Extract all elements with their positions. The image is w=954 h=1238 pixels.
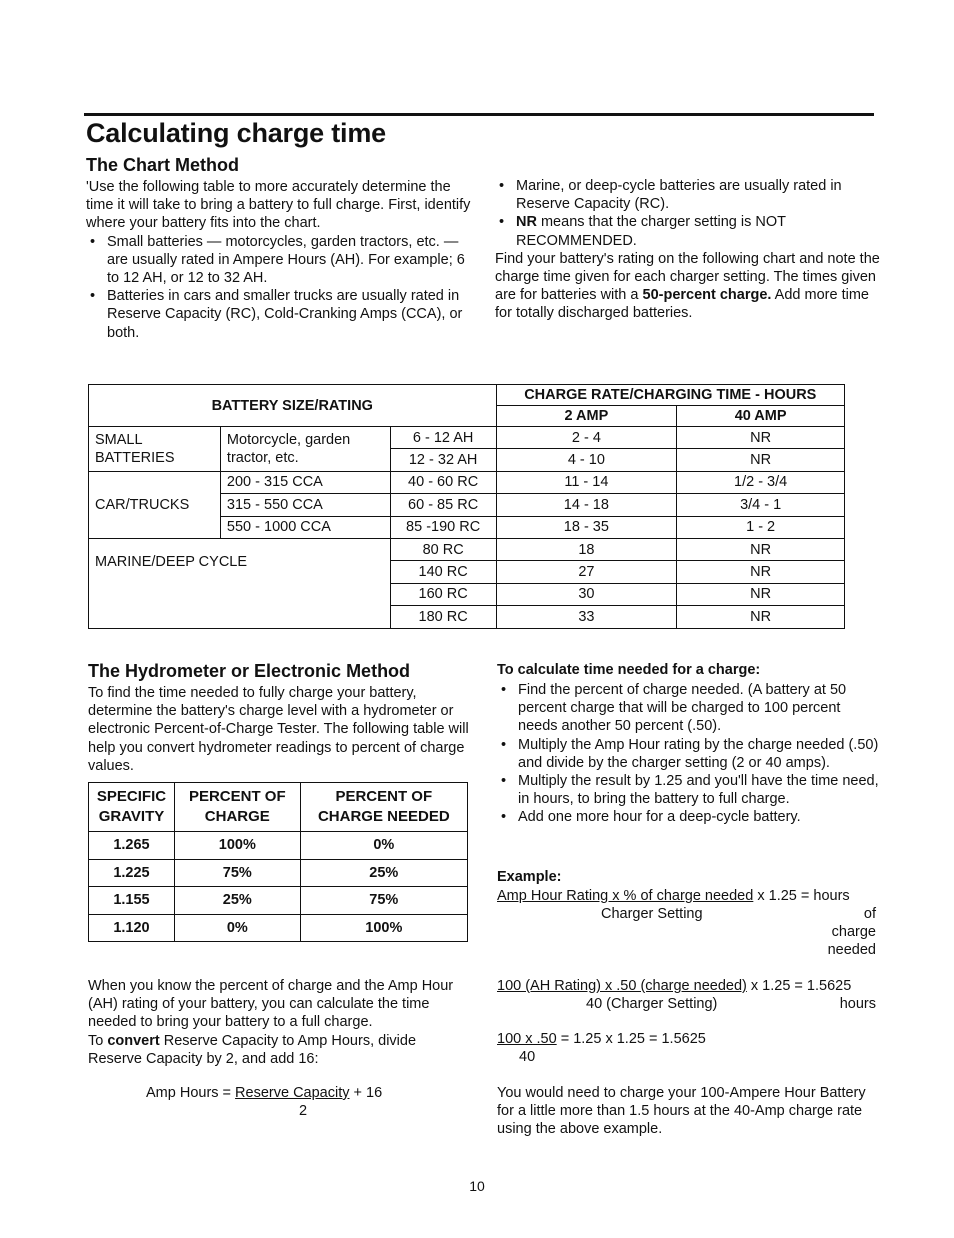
- rating-cell: 180 RC: [390, 606, 496, 628]
- car-trucks-label: CAR/TRUCKS: [89, 471, 221, 538]
- ex2-denominator: 40 (Charger Setting): [586, 996, 718, 1012]
- hydro-header-row: [89, 783, 468, 832]
- formula-numerator: Reserve Capacity: [235, 1085, 350, 1101]
- spec-cell: 550 - 1000 CCA: [220, 516, 390, 538]
- percent-of-charge-header: PERCENT OF CHARGE: [174, 783, 300, 832]
- amp40-cell: 1 - 2: [677, 516, 845, 538]
- example-formula-3: [497, 1030, 877, 1066]
- amp40-cell: NR: [677, 427, 845, 449]
- hydrometer-heading: The Hydrometer or Electronic Method: [88, 661, 411, 681]
- chart-method-heading: The Chart Method: [86, 155, 239, 175]
- convert-pre: To: [88, 1032, 108, 1049]
- calc-bullet: • Multiply the Amp Hour rating by the charge needed (.50) and divide by the charger setting (2 or 40 amps).: [497, 736, 883, 772]
- example-heading: Example:: [497, 869, 562, 885]
- convert-bold: convert: [107, 1032, 160, 1049]
- convert-rest: Reserve Capacity to Amp Hours, divide Reserve Capacity by 2, and add 16:: [88, 1032, 417, 1067]
- after-table-text: When you know the percent of charge and the Amp Hour (AH) rating of your battery, you can calculate the time needed to bring your battery to a full charge.: [88, 978, 454, 1031]
- rating-cell: 85 -190 RC: [390, 516, 496, 538]
- amp2-cell: 4 - 10: [496, 449, 677, 471]
- amp2-cell: 18: [496, 538, 677, 560]
- conversion-block: [88, 977, 473, 1068]
- rating-cell: 6 - 12 AH: [390, 427, 496, 449]
- ex2-rest: x 1.25 = 1.5625: [746, 978, 852, 994]
- ex3-rest: = 1.25 x 1.25 = 1.5625: [556, 1031, 706, 1047]
- conversion-formula: [146, 1084, 426, 1120]
- table-row: [89, 832, 468, 860]
- marine-deep-cycle-label: MARINE/DEEP CYCLE: [89, 538, 391, 628]
- ex2-line: [497, 977, 877, 995]
- conclusion-text: You would need to charge your 100-Ampere Hour Battery for a little more than 1.5 hours at the 40-Amp charge rate using the above example.: [497, 1085, 866, 1138]
- needed-cell: 75%: [300, 887, 467, 915]
- ex1-line: [497, 887, 877, 905]
- amp40-cell: NR: [677, 583, 845, 605]
- nr-bold: NR: [516, 214, 537, 231]
- amp40-cell: NR: [677, 538, 845, 560]
- amp2-cell: 14 - 18: [496, 494, 677, 516]
- table-row: [89, 859, 468, 887]
- ex2-right-text: hours: [839, 996, 876, 1012]
- ex3-denominator: 40: [519, 1049, 536, 1065]
- amp40-cell: NR: [677, 449, 845, 471]
- percent-cell: 75%: [174, 859, 300, 887]
- percent-cell: 100%: [174, 832, 300, 860]
- formula-lhs: Amp Hours =: [146, 1085, 236, 1101]
- chart-method-right-bullets: [495, 177, 887, 250]
- amp40-cell: NR: [677, 606, 845, 628]
- gravity-cell: 1.155: [89, 887, 175, 915]
- rating-cell: 160 RC: [390, 583, 496, 605]
- ex1-denominator: Charger Setting: [601, 906, 703, 922]
- rating-cell: 60 - 85 RC: [390, 494, 496, 516]
- table-row: [89, 471, 845, 493]
- percent-cell: 0%: [174, 914, 300, 942]
- amp2-cell: 11 - 14: [496, 471, 677, 493]
- bullet-nr-meaning: [495, 213, 887, 249]
- nr-rest: means that the charger setting is NOT RECOMMENDED.: [516, 214, 786, 249]
- amp2-cell: 18 - 35: [496, 516, 677, 538]
- gravity-cell: 1.265: [89, 832, 175, 860]
- page-title: Calculating charge time: [86, 118, 386, 148]
- convert-paragraph: [88, 1032, 473, 1068]
- spec-cell: 315 - 550 CCA: [220, 494, 390, 516]
- percent-needed-header: PERCENT OF CHARGE NEEDED: [300, 783, 467, 832]
- amp2-cell: 33: [496, 606, 677, 628]
- top-rule: [84, 113, 874, 116]
- rating-cell: 140 RC: [390, 561, 496, 583]
- spec-cell: 200 - 315 CCA: [220, 471, 390, 493]
- calc-heading: To calculate time needed for a charge:: [497, 662, 761, 678]
- formula-denominator: 2: [299, 1103, 308, 1119]
- bullet-marine-batteries: • Marine, or deep-cycle batteries are usually rated in Reserve Capacity (RC).: [495, 177, 887, 213]
- needed-cell: 0%: [300, 832, 467, 860]
- formula-plus: + 16: [349, 1085, 383, 1101]
- amp40-cell: 3/4 - 1: [677, 494, 845, 516]
- amp40-cell: 1/2 - 3/4: [677, 471, 845, 493]
- chart-method-intro: 'Use the following table to more accurately determine the time it will take to bring a battery to full charge. First, identify where your battery fits into the chart.: [86, 179, 471, 232]
- table-row: [89, 914, 468, 942]
- small-batteries-desc: Motorcycle, garden tractor, etc.: [220, 427, 390, 472]
- ex2-numerator: 100 (AH Rating) x .50 (charge needed): [497, 978, 747, 994]
- gravity-cell: 1.120: [89, 914, 175, 942]
- chart-method-right-column: [495, 177, 887, 323]
- rating-cell: 12 - 32 AH: [390, 449, 496, 471]
- table-row: [89, 887, 468, 915]
- find-rating-tail: Add more time for totally discharged batteries.: [495, 287, 869, 322]
- calc-bullet: • Add one more hour for a deep-cycle battery.: [497, 808, 883, 826]
- calc-bullet: • Find the percent of charge needed. (A battery at 50 percent charge that will be charged to 100 percent needs another 50 percent (.50).: [497, 681, 883, 736]
- needed-cell: 100%: [300, 914, 467, 942]
- battery-size-rating-header: BATTERY SIZE/RATING: [89, 385, 497, 427]
- find-rating-text: Find your battery's rating on the following chart and note the charge time given for each charger setting. The times given are for batteries with a: [495, 250, 880, 304]
- amp2-cell: 30: [496, 583, 677, 605]
- hydrometer-table: [88, 782, 468, 942]
- col-2amp-header: 2 AMP: [496, 406, 677, 427]
- amp2-cell: 2 - 4: [496, 427, 677, 449]
- gravity-cell: 1.225: [89, 859, 175, 887]
- table-row: [89, 427, 845, 449]
- ex3-numerator: 100 x .50: [497, 1031, 557, 1047]
- rating-cell: 40 - 60 RC: [390, 471, 496, 493]
- bullet-car-batteries: • Batteries in cars and smaller trucks are usually rated in Reserve Capacity (RC), Cold-Cranking Amps (CCA), or both.: [86, 287, 478, 342]
- table-row: [89, 538, 845, 560]
- rating-cell: 80 RC: [390, 538, 496, 560]
- find-rating-paragraph: [495, 250, 887, 323]
- fifty-percent-bold: 50-percent charge.: [642, 287, 772, 304]
- ex1-numerator: Amp Hour Rating x % of charge needed: [497, 888, 754, 904]
- percent-cell: 25%: [174, 887, 300, 915]
- amp40-cell: NR: [677, 561, 845, 583]
- chart-method-left-column: [86, 178, 478, 342]
- ex1-right-text: of charge needed: [827, 906, 876, 958]
- needed-cell: 25%: [300, 859, 467, 887]
- table-header-row: [89, 385, 845, 406]
- page-number: 10: [469, 1178, 485, 1194]
- formula-line: [146, 1084, 426, 1102]
- calc-bullet: • Multiply the result by 1.25 and you'll have the time need, in hours, to bring the battery to full charge.: [497, 772, 883, 808]
- specific-gravity-header: SPECIFIC GRAVITY: [89, 783, 175, 832]
- small-batteries-label: SMALL BATTERIES: [89, 427, 221, 472]
- bullet-small-batteries: • Small batteries — motorcycles, garden tractors, etc. — are usually rated in Ampere Hours (AH). For example; 6 to 12 AH, or 12 to 32 AH.: [86, 233, 478, 288]
- amp2-cell: 27: [496, 561, 677, 583]
- chart-method-bullets: [86, 233, 478, 342]
- hydrometer-intro: To find the time needed to fully charge your battery, determine the battery's charge level with a hydrometer or electronic Percent-of-Charge Tester. The following table will help you convert hydrometer readings to percent of charge values.: [88, 685, 469, 774]
- charge-rate-table: [88, 384, 845, 629]
- charge-rate-header: CHARGE RATE/CHARGING TIME - HOURS: [496, 385, 844, 406]
- col-40amp-header: 40 AMP: [677, 406, 845, 427]
- ex1-rest: x 1.25 = hours: [753, 888, 850, 904]
- calc-bullets: [497, 681, 883, 827]
- ex3-line: [497, 1030, 877, 1048]
